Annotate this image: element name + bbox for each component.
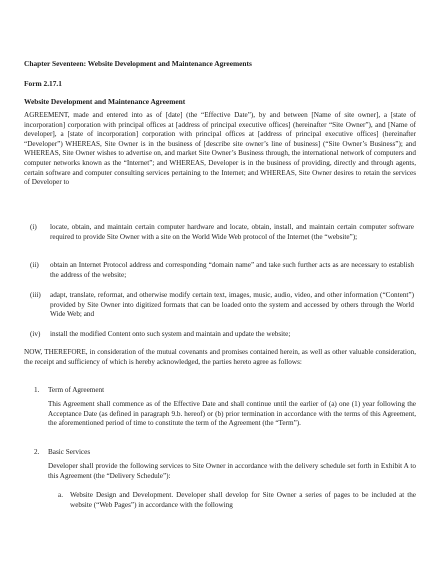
chapter-title: Chapter Seventeen: Website Development and Maintenance Agreements xyxy=(24,59,252,68)
clause-number: (i) xyxy=(30,223,37,231)
clause-text: locate, obtain, and maintain certain computer hardware and locate, obtain, install, and maintain certain computer software required to provide Site Owner with a site on the World Wide Web protocol of the Internet (the “website”); xyxy=(50,223,414,241)
clause-text: adapt, translate, reformat, and otherwise modify certain text, images, music, audio, video, and other information (“Content”) provided by Site Owner into digitized formats that can be loaded onto the system and accessed by others through the World Wide Web; and xyxy=(50,291,414,319)
clause-text: install the modified Content onto such system and maintain and update the website; xyxy=(50,330,291,338)
subsection-number: a. xyxy=(58,491,63,499)
intro-paragraph: AGREEMENT, made and entered into as of [date] (the “Effective Date”), by and between [Name of site owner], a [state of incorporation] corporation with principal offices at [address of principal executive offices] (hereinafter “Site Owner”), and [Name of developer], a [state of incorporation] corporation with principal offices at [address of principal executive offices] (hereinafter “Developer”) WHEREAS, Site Owner is in the business of [describe site owner’s line of business] (“Site Owner’s Business”); and WHEREAS, Site Owner wishes to advertise on, and market Site Owner’s Business through, the international network of computers and computer networks known as the “Internet”; and WHEREAS, Developer is in the business of providing, directly and through agents, certain software and computer consulting services pertaining to the Internet; and WHEREAS, Site Owner desires to retain the services of Developer to xyxy=(24,111,416,187)
section-2-body: Developer shall provide the following services to Site Owner in accordance with the delivery schedule set forth in Exhibit A to this Agreement (the “Delivery Schedule”): xyxy=(48,462,416,480)
clause-text: obtain an Internet Protocol address and corresponding “domain name” and take such further acts as are necessary to establish the address of the website; xyxy=(50,261,414,279)
subsection-text: Website Design and Development. Developer shall develop for Site Owner a series of pages to be included at the website (“Web Pages”) in accordance with the following xyxy=(70,491,416,509)
clause-number: (iii) xyxy=(30,291,41,299)
section-number: 1. xyxy=(34,386,40,394)
form-number: Form 2.17.1 xyxy=(24,79,62,88)
section-title: Basic Services xyxy=(48,448,91,456)
section-number: 2. xyxy=(34,448,40,456)
section-1-body: This Agreement shall commence as of the Effective Date and shall continue until the earlier of (a) one (1) year following the Acceptance Date (as defined in paragraph 9.b. hereof) or (b) prior termination in accordance with the terms of this Agreement, the aforementioned period of time to constitute the term of the Agreement (the “Term”). xyxy=(48,400,416,428)
therefore-paragraph: NOW, THEREFORE, in consideration of the mutual covenants and promises contained herein, as well as other valuable consideration, the receipt and sufficiency of which is hereby acknowledged, the parties hereto agree as follows: xyxy=(24,348,416,366)
clause-number: (iv) xyxy=(30,330,41,338)
agreement-title: Website Development and Maintenance Agreement xyxy=(24,97,186,106)
section-title: Term of Agreement xyxy=(48,386,105,394)
clause-number: (ii) xyxy=(30,261,39,269)
